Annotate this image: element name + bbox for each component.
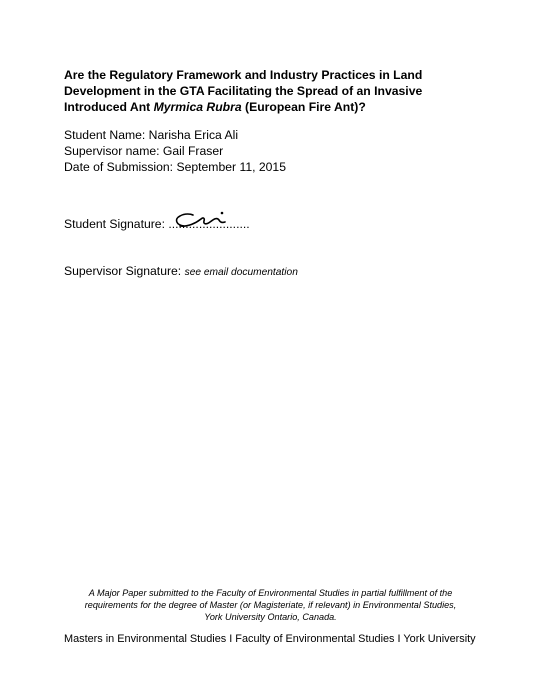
title-line-3 (64, 99, 464, 115)
supervisor-name: Supervisor name: Gail Fraser (64, 144, 224, 158)
title-line-2: Development in the GTA Facilitating the Spread of an Invasive (64, 84, 423, 98)
handwritten-signature (170, 210, 228, 232)
title-species-name: Myrmica Rubra (153, 100, 242, 114)
supervisor-signature-note: see email documentation (184, 267, 298, 278)
degree-statement-line-1: A Major Paper submitted to the Faculty of Environmental Studies in partial fulfillment of the (88, 588, 453, 598)
submission-date: Date of Submission: September 11, 2015 (64, 160, 286, 174)
submission-info (64, 127, 364, 175)
degree-statement (60, 587, 481, 623)
title-line-1: Are the Regulatory Framework and Industry Practices in Land (64, 68, 423, 82)
degree-statement-line-3: York University Ontario, Canada. (204, 612, 337, 622)
student-signature-row (64, 216, 250, 232)
degree-statement-line-2: requirements for the degree of Master (or Magisteriate, if relevant) in Environmental Studies, (84, 600, 457, 610)
student-name: Student Name: Narisha Erica Ali (64, 128, 239, 142)
student-signature-label: Student Signature: (64, 217, 169, 231)
signature-dots: ........................ (168, 217, 250, 231)
title-line-3-end: (European Fire Ant)? (241, 100, 366, 114)
page-footer: Masters in Environmental Studies I Faculty of Environmental Studies I York University (64, 633, 476, 645)
supervisor-signature-row (64, 263, 298, 281)
supervisor-signature-label: Supervisor Signature: (64, 264, 185, 278)
signature-line (168, 216, 249, 232)
paper-title (64, 67, 464, 115)
title-line-3-start: Introduced Ant (64, 100, 154, 114)
